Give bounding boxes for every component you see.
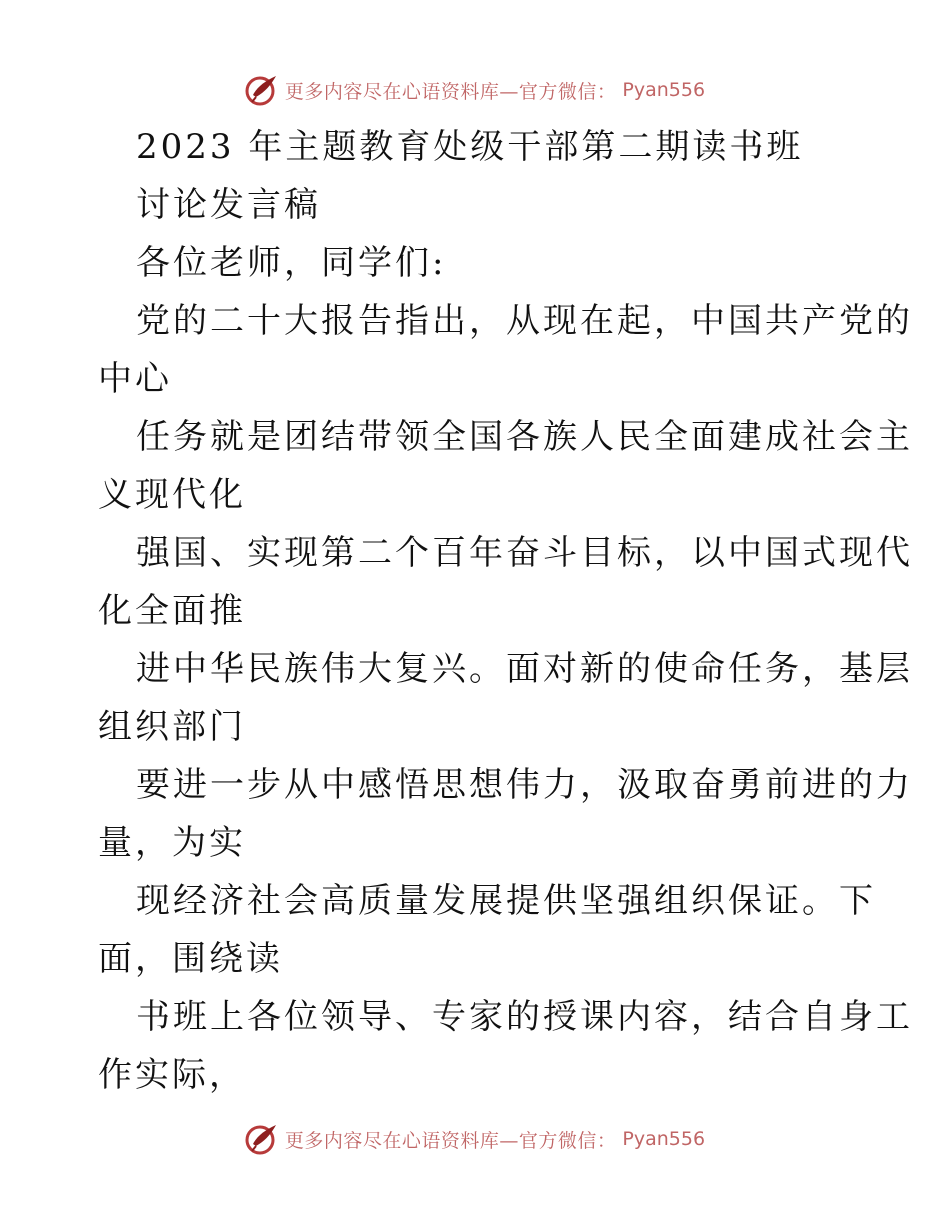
doc-line-16: 书班上各位领导、专家的授课内容，结合自身工: [136, 997, 913, 1037]
document-body: [98, 118, 913, 1104]
doc-line-1: 2023 年主题教育处级干部第二期读书班: [136, 127, 804, 167]
doc-line-12: 要进一步从中感悟思想伟力，汲取奋勇前进的力: [136, 765, 913, 805]
footer-watermark: [0, 1119, 950, 1159]
doc-line-14: 现经济社会高质量发展提供坚强组织保证。下: [136, 881, 876, 921]
watermark-wechat-id: Pyan556: [622, 79, 706, 101]
doc-line-10: 进中华民族伟大复兴。面对新的使命任务，基层: [136, 649, 913, 689]
watermark-wechat-id: Pyan556: [622, 1128, 706, 1150]
doc-line-7: 义现代化: [98, 475, 246, 515]
doc-line-13: 量，为实: [98, 823, 246, 863]
doc-line-2: 讨论发言稿: [136, 185, 321, 225]
doc-line-4: 党的二十大报告指出，从现在起，中国共产党的: [136, 301, 913, 341]
doc-line-8: 强国、实现第二个百年奋斗目标，以中国式现代: [136, 533, 913, 573]
quill-logo-icon: [245, 1122, 279, 1156]
watermark-text: 更多内容尽在心语资料库—官方微信：: [284, 1129, 617, 1152]
header-watermark: [0, 70, 950, 110]
doc-line-15: 面，围绕读: [98, 939, 283, 979]
doc-line-6: 任务就是团结带领全国各族人民全面建成社会主: [136, 417, 913, 457]
quill-logo-icon: [245, 73, 279, 107]
doc-line-5: 中心: [98, 359, 172, 399]
doc-line-3: 各位老师，同学们:: [136, 243, 447, 283]
watermark-text: 更多内容尽在心语资料库—官方微信：: [284, 80, 617, 103]
doc-line-17: 作实际，: [98, 1055, 246, 1095]
doc-line-9: 化全面推: [98, 591, 246, 631]
doc-line-11: 组织部门: [98, 707, 246, 747]
